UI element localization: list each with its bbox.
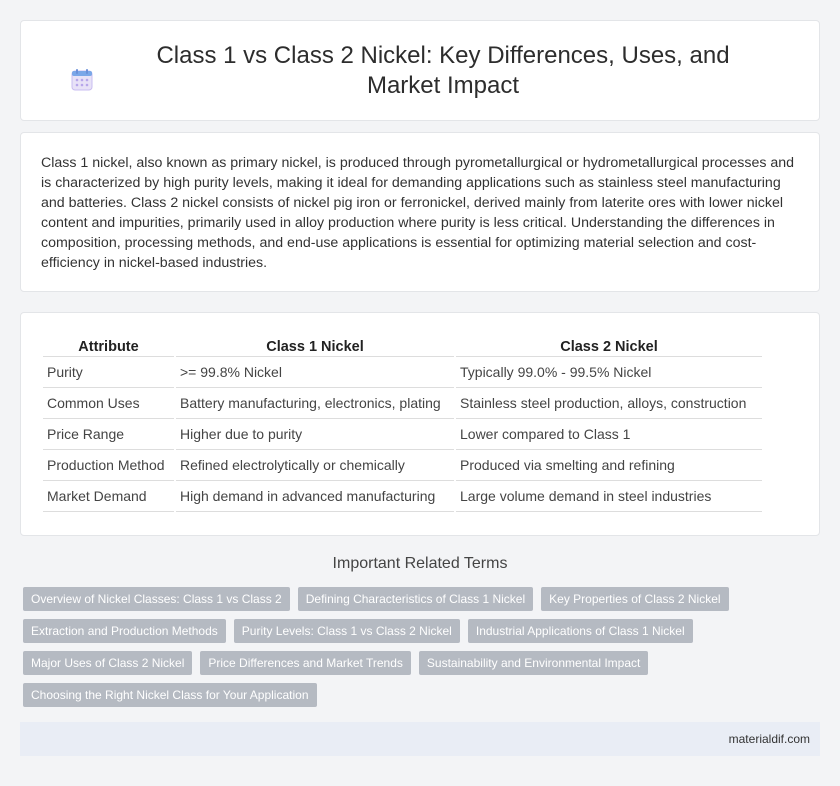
cell-attribute: Common Uses xyxy=(43,388,174,419)
related-tag[interactable]: Extraction and Production Methods xyxy=(23,619,226,643)
cell-class-2: Stainless steel production, alloys, construction xyxy=(456,388,762,419)
cell-class-2: Large volume demand in steel industries xyxy=(456,481,762,512)
related-tag[interactable]: Industrial Applications of Class 1 Nickel xyxy=(468,619,693,643)
related-tag[interactable]: Price Differences and Market Trends xyxy=(200,651,411,675)
related-tag[interactable]: Choosing the Right Nickel Class for Your Application xyxy=(23,683,317,707)
table-row xyxy=(43,450,762,481)
footer xyxy=(20,722,820,756)
header-card xyxy=(20,20,820,121)
intro-text: Class 1 nickel, also known as primary nickel, is produced through pyrometallurgical or hydrometallurgical processes and is characterized by high purity levels, making it ideal for demanding applications such as stainless steel manufacturing and batteries. Class 2 nickel consists of nickel pig iron or ferronickel, derived mainly from laterite ores with lower nickel content and impurities, primarily used in alloy production where purity is less critical. Understanding the differences in composition, processing methods, and end-use applications is essential for optimizing material selection and cost-efficiency in nickel-based industries. xyxy=(41,155,795,271)
header-attribute: Attribute xyxy=(43,333,174,357)
title-wrap xyxy=(70,41,770,101)
cell-class-1: Refined electrolytically or chemically xyxy=(176,450,454,481)
cell-class-1: High demand in advanced manufacturing xyxy=(176,481,454,512)
cell-class-2: Produced via smelting and refining xyxy=(456,450,762,481)
related-terms-tags xyxy=(23,587,823,707)
header-class-2: Class 2 Nickel xyxy=(456,333,762,357)
cell-attribute: Price Range xyxy=(43,419,174,450)
cell-attribute: Market Demand xyxy=(43,481,174,512)
cell-class-2: Typically 99.0% - 99.5% Nickel xyxy=(456,357,762,388)
comparison-table-card xyxy=(20,312,820,536)
cell-attribute: Production Method xyxy=(43,450,174,481)
table-row xyxy=(43,481,762,512)
header-class-1: Class 1 Nickel xyxy=(176,333,454,357)
cell-attribute: Purity xyxy=(43,357,174,388)
intro-card xyxy=(20,132,820,292)
table-row xyxy=(43,419,762,450)
comparison-table xyxy=(41,333,764,512)
related-tag[interactable]: Overview of Nickel Classes: Class 1 vs Class 2 xyxy=(23,587,290,611)
related-tag[interactable]: Major Uses of Class 2 Nickel xyxy=(23,651,192,675)
page-title: Class 1 vs Class 2 Nickel: Key Differences, Uses, and Market Impact xyxy=(156,41,730,99)
cell-class-1: Higher due to purity xyxy=(176,419,454,450)
related-tag[interactable]: Purity Levels: Class 1 vs Class 2 Nickel xyxy=(234,619,460,643)
cell-class-1: Battery manufacturing, electronics, plating xyxy=(176,388,454,419)
calendar-icon xyxy=(70,68,94,92)
footer-site-link[interactable]: materialdif.com xyxy=(728,732,810,746)
related-terms-heading: Important Related Terms xyxy=(332,555,508,572)
cell-class-2: Lower compared to Class 1 xyxy=(456,419,762,450)
table-header-row xyxy=(43,333,762,357)
cell-class-1: >= 99.8% Nickel xyxy=(176,357,454,388)
related-tag[interactable]: Defining Characteristics of Class 1 Nickel xyxy=(298,587,533,611)
related-tag[interactable]: Key Properties of Class 2 Nickel xyxy=(541,587,728,611)
table-row xyxy=(43,357,762,388)
related-tag[interactable]: Sustainability and Environmental Impact xyxy=(419,651,648,675)
table-row xyxy=(43,388,762,419)
